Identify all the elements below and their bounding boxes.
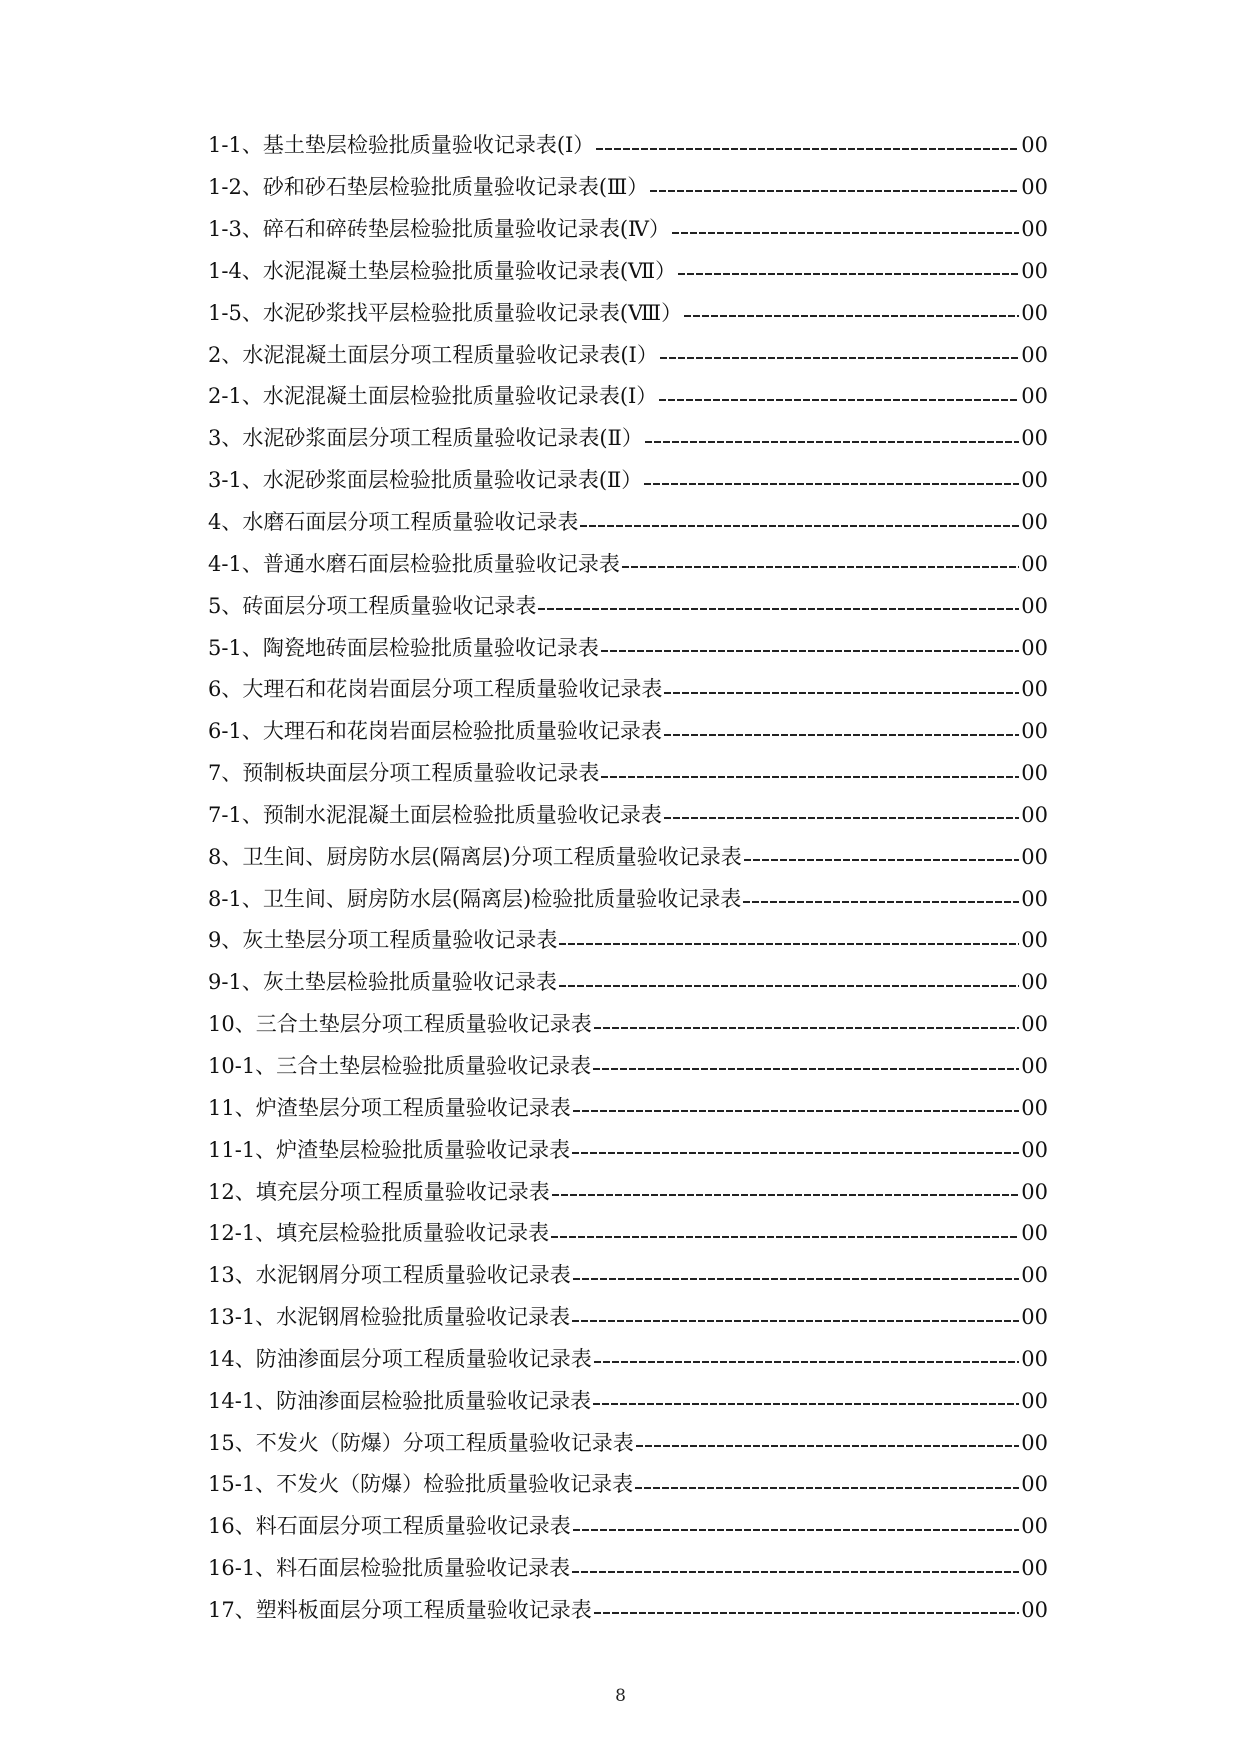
toc-entry[interactable] bbox=[208, 1297, 1048, 1339]
toc-entry[interactable] bbox=[208, 1422, 1048, 1464]
toc-dot-leader bbox=[596, 148, 1019, 150]
toc-dot-leader bbox=[664, 734, 1019, 736]
toc-entry[interactable] bbox=[208, 1338, 1048, 1380]
toc-dot-leader bbox=[559, 943, 1019, 945]
toc-dot-leader bbox=[601, 776, 1019, 778]
toc-dot-leader bbox=[635, 1487, 1019, 1489]
toc-dot-leader bbox=[743, 901, 1019, 903]
toc-entry-title: 11、炉渣垫层分项工程质量验收记录表 bbox=[208, 1095, 571, 1120]
toc-entry-title: 6-1、大理石和花岗岩面层检验批质量验收记录表 bbox=[208, 719, 662, 744]
toc-entry-title: 12、填充层分项工程质量验收记录表 bbox=[208, 1179, 550, 1204]
toc-entry[interactable] bbox=[208, 753, 1048, 795]
toc-entry[interactable] bbox=[208, 292, 1048, 334]
toc-entry-page: 00 bbox=[1021, 1137, 1048, 1162]
toc-entry[interactable] bbox=[208, 418, 1048, 460]
toc-entry-page: 00 bbox=[1021, 1346, 1048, 1371]
toc-dot-leader bbox=[622, 566, 1019, 568]
toc-entry[interactable] bbox=[208, 334, 1048, 376]
toc-entry[interactable] bbox=[208, 1255, 1048, 1297]
toc-entry-title: 16、料石面层分项工程质量验收记录表 bbox=[208, 1514, 571, 1539]
toc-entry[interactable] bbox=[208, 209, 1048, 251]
toc-entry-title: 10、三合土垫层分项工程质量验收记录表 bbox=[208, 1012, 592, 1037]
toc-entry-page: 00 bbox=[1021, 342, 1048, 367]
toc-dot-leader bbox=[573, 1529, 1020, 1531]
toc-entry-page: 00 bbox=[1021, 217, 1048, 242]
toc-entry-page: 00 bbox=[1021, 1012, 1048, 1037]
toc-entry-title: 1-3、碎石和碎砖垫层检验批质量验收记录表(Ⅳ） bbox=[208, 217, 670, 242]
toc-entry-title: 12-1、填充层检验批质量验收记录表 bbox=[208, 1221, 550, 1246]
toc-entry[interactable] bbox=[208, 920, 1048, 962]
toc-dot-leader bbox=[672, 232, 1019, 234]
table-of-contents bbox=[208, 125, 1048, 1631]
toc-dot-leader bbox=[744, 859, 1020, 861]
toc-dot-leader bbox=[644, 483, 1019, 485]
toc-entry-title: 1-1、基土垫层检验批质量验收记录表(Ⅰ） bbox=[208, 133, 595, 158]
toc-entry[interactable] bbox=[208, 125, 1048, 167]
toc-entry-title: 10-1、三合土垫层检验批质量验收记录表 bbox=[208, 1053, 592, 1078]
toc-entry-title: 14、防油渗面层分项工程质量验收记录表 bbox=[208, 1346, 592, 1371]
toc-entry[interactable] bbox=[208, 167, 1048, 209]
toc-entry-page: 00 bbox=[1021, 593, 1048, 618]
toc-dot-leader bbox=[601, 650, 1019, 652]
toc-entry-title: 8-1、卫生间、厨房防水层(隔离层)检验批质量验收记录表 bbox=[208, 886, 742, 911]
toc-entry-page: 00 bbox=[1021, 1597, 1048, 1622]
toc-dot-leader bbox=[559, 985, 1019, 987]
toc-entry-page: 00 bbox=[1021, 761, 1048, 786]
toc-entry-page: 00 bbox=[1021, 1556, 1048, 1581]
toc-dot-leader bbox=[650, 190, 1019, 192]
toc-entry[interactable] bbox=[208, 627, 1048, 669]
toc-entry-page: 00 bbox=[1021, 133, 1048, 158]
toc-entry[interactable] bbox=[208, 1380, 1048, 1422]
toc-entry[interactable] bbox=[208, 878, 1048, 920]
toc-entry[interactable] bbox=[208, 502, 1048, 544]
toc-dot-leader bbox=[645, 441, 1019, 443]
toc-entry[interactable] bbox=[208, 585, 1048, 627]
toc-entry-page: 00 bbox=[1021, 802, 1048, 827]
toc-entry[interactable] bbox=[208, 1213, 1048, 1255]
toc-entry-page: 00 bbox=[1021, 426, 1048, 451]
toc-dot-leader bbox=[664, 692, 1019, 694]
toc-entry-title: 13、水泥钢屑分项工程质量验收记录表 bbox=[208, 1263, 571, 1288]
toc-entry-page: 00 bbox=[1021, 1221, 1048, 1246]
toc-dot-leader bbox=[552, 1194, 1020, 1196]
toc-entry-page: 00 bbox=[1021, 175, 1048, 200]
toc-entry[interactable] bbox=[208, 1129, 1048, 1171]
toc-dot-leader bbox=[636, 1445, 1020, 1447]
toc-entry[interactable] bbox=[208, 251, 1048, 293]
toc-entry-title: 5-1、陶瓷地砖面层检验批质量验收记录表 bbox=[208, 635, 599, 660]
toc-entry-title: 3-1、水泥砂浆面层检验批质量验收记录表(Ⅱ） bbox=[208, 468, 643, 493]
toc-dot-leader bbox=[573, 1110, 1020, 1112]
toc-entry[interactable] bbox=[208, 1171, 1048, 1213]
toc-entry[interactable] bbox=[208, 1004, 1048, 1046]
toc-entry[interactable] bbox=[208, 1087, 1048, 1129]
toc-entry-page: 00 bbox=[1021, 1179, 1048, 1204]
toc-entry[interactable] bbox=[208, 1464, 1048, 1506]
toc-entry-page: 00 bbox=[1021, 970, 1048, 995]
toc-dot-leader bbox=[594, 1361, 1020, 1363]
toc-entry-page: 00 bbox=[1021, 1472, 1048, 1497]
toc-dot-leader bbox=[678, 273, 1019, 275]
toc-entry[interactable] bbox=[208, 1590, 1048, 1632]
toc-entry[interactable] bbox=[208, 1046, 1048, 1088]
toc-entry[interactable] bbox=[208, 376, 1048, 418]
toc-dot-leader bbox=[551, 1236, 1019, 1238]
toc-entry-page: 00 bbox=[1021, 1430, 1048, 1455]
toc-entry-page: 00 bbox=[1021, 886, 1048, 911]
toc-dot-leader bbox=[684, 315, 1019, 317]
toc-entry-page: 00 bbox=[1021, 1514, 1048, 1539]
toc-entry-title: 16-1、料石面层检验批质量验收记录表 bbox=[208, 1556, 571, 1581]
toc-entry-page: 00 bbox=[1021, 1305, 1048, 1330]
toc-entry[interactable] bbox=[208, 543, 1048, 585]
toc-entry-title: 7、预制板块面层分项工程质量验收记录表 bbox=[208, 761, 600, 786]
toc-entry[interactable] bbox=[208, 1506, 1048, 1548]
toc-entry-title: 8、卫生间、厨房防水层(隔离层)分项工程质量验收记录表 bbox=[208, 844, 742, 869]
toc-entry-page: 00 bbox=[1021, 300, 1048, 325]
toc-dot-leader bbox=[572, 1152, 1019, 1154]
toc-entry[interactable] bbox=[208, 836, 1048, 878]
toc-entry-title: 13-1、水泥钢屑检验批质量验收记录表 bbox=[208, 1305, 571, 1330]
toc-entry[interactable] bbox=[208, 669, 1048, 711]
toc-entry-page: 00 bbox=[1021, 1095, 1048, 1120]
toc-entry[interactable] bbox=[208, 1548, 1048, 1590]
toc-entry-title: 15、不发火（防爆）分项工程质量验收记录表 bbox=[208, 1430, 634, 1455]
toc-entry-title: 14-1、防油渗面层检验批质量验收记录表 bbox=[208, 1388, 592, 1413]
toc-entry-title: 9、灰土垫层分项工程质量验收记录表 bbox=[208, 928, 558, 953]
toc-entry-title: 17、塑料板面层分项工程质量验收记录表 bbox=[208, 1597, 592, 1622]
toc-entry-title: 9-1、灰土垫层检验批质量验收记录表 bbox=[208, 970, 557, 995]
toc-entry-title: 3、水泥砂浆面层分项工程质量验收记录表(Ⅱ） bbox=[208, 426, 643, 451]
toc-entry-page: 00 bbox=[1021, 1263, 1048, 1288]
toc-dot-leader bbox=[660, 357, 1019, 359]
toc-entry-title: 7-1、预制水泥混凝土面层检验批质量验收记录表 bbox=[208, 802, 662, 827]
toc-dot-leader bbox=[573, 1278, 1020, 1280]
toc-entry-page: 00 bbox=[1021, 1053, 1048, 1078]
toc-entry[interactable] bbox=[208, 460, 1048, 502]
toc-entry-title: 4、水磨石面层分项工程质量验收记录表 bbox=[208, 510, 579, 535]
toc-entry[interactable] bbox=[208, 962, 1048, 1004]
toc-entry-title: 6、大理石和花岗岩面层分项工程质量验收记录表 bbox=[208, 677, 663, 702]
toc-entry-page: 00 bbox=[1021, 1388, 1048, 1413]
toc-dot-leader bbox=[538, 608, 1019, 610]
toc-entry-page: 00 bbox=[1021, 510, 1048, 535]
toc-entry[interactable] bbox=[208, 795, 1048, 837]
toc-entry-page: 00 bbox=[1021, 468, 1048, 493]
toc-entry-page: 00 bbox=[1021, 844, 1048, 869]
page-number: 8 bbox=[615, 1686, 626, 1706]
toc-entry[interactable] bbox=[208, 711, 1048, 753]
toc-dot-leader bbox=[593, 1068, 1019, 1070]
toc-dot-leader bbox=[659, 399, 1019, 401]
toc-entry-page: 00 bbox=[1021, 258, 1048, 283]
toc-entry-title: 11-1、炉渣垫层检验批质量验收记录表 bbox=[208, 1137, 571, 1162]
toc-dot-leader bbox=[572, 1571, 1019, 1573]
toc-dot-leader bbox=[580, 525, 1019, 527]
toc-entry-title: 2-1、水泥混凝土面层检验批质量验收记录表(Ⅰ） bbox=[208, 384, 658, 409]
toc-dot-leader bbox=[593, 1403, 1019, 1405]
toc-entry-page: 00 bbox=[1021, 719, 1048, 744]
toc-dot-leader bbox=[594, 1612, 1020, 1614]
toc-entry-page: 00 bbox=[1021, 635, 1048, 660]
toc-entry-title: 4-1、普通水磨石面层检验批质量验收记录表 bbox=[208, 551, 620, 576]
toc-entry-title: 1-2、砂和砂石垫层检验批质量验收记录表(Ⅲ） bbox=[208, 175, 649, 200]
toc-entry-page: 00 bbox=[1021, 384, 1048, 409]
toc-entry-title: 15-1、不发火（防爆）检验批质量验收记录表 bbox=[208, 1472, 634, 1497]
toc-entry-title: 1-5、水泥砂浆找平层检验批质量验收记录表(Ⅷ） bbox=[208, 300, 683, 325]
toc-entry-page: 00 bbox=[1021, 928, 1048, 953]
toc-dot-leader bbox=[594, 1027, 1020, 1029]
toc-dot-leader bbox=[664, 817, 1019, 819]
toc-entry-page: 00 bbox=[1021, 551, 1048, 576]
toc-entry-page: 00 bbox=[1021, 677, 1048, 702]
toc-entry-title: 2、水泥混凝土面层分项工程质量验收记录表(Ⅰ） bbox=[208, 342, 658, 367]
toc-entry-title: 5、砖面层分项工程质量验收记录表 bbox=[208, 593, 537, 618]
toc-entry-title: 1-4、水泥混凝土垫层检验批质量验收记录表(Ⅶ） bbox=[208, 258, 677, 283]
toc-dot-leader bbox=[572, 1320, 1019, 1322]
